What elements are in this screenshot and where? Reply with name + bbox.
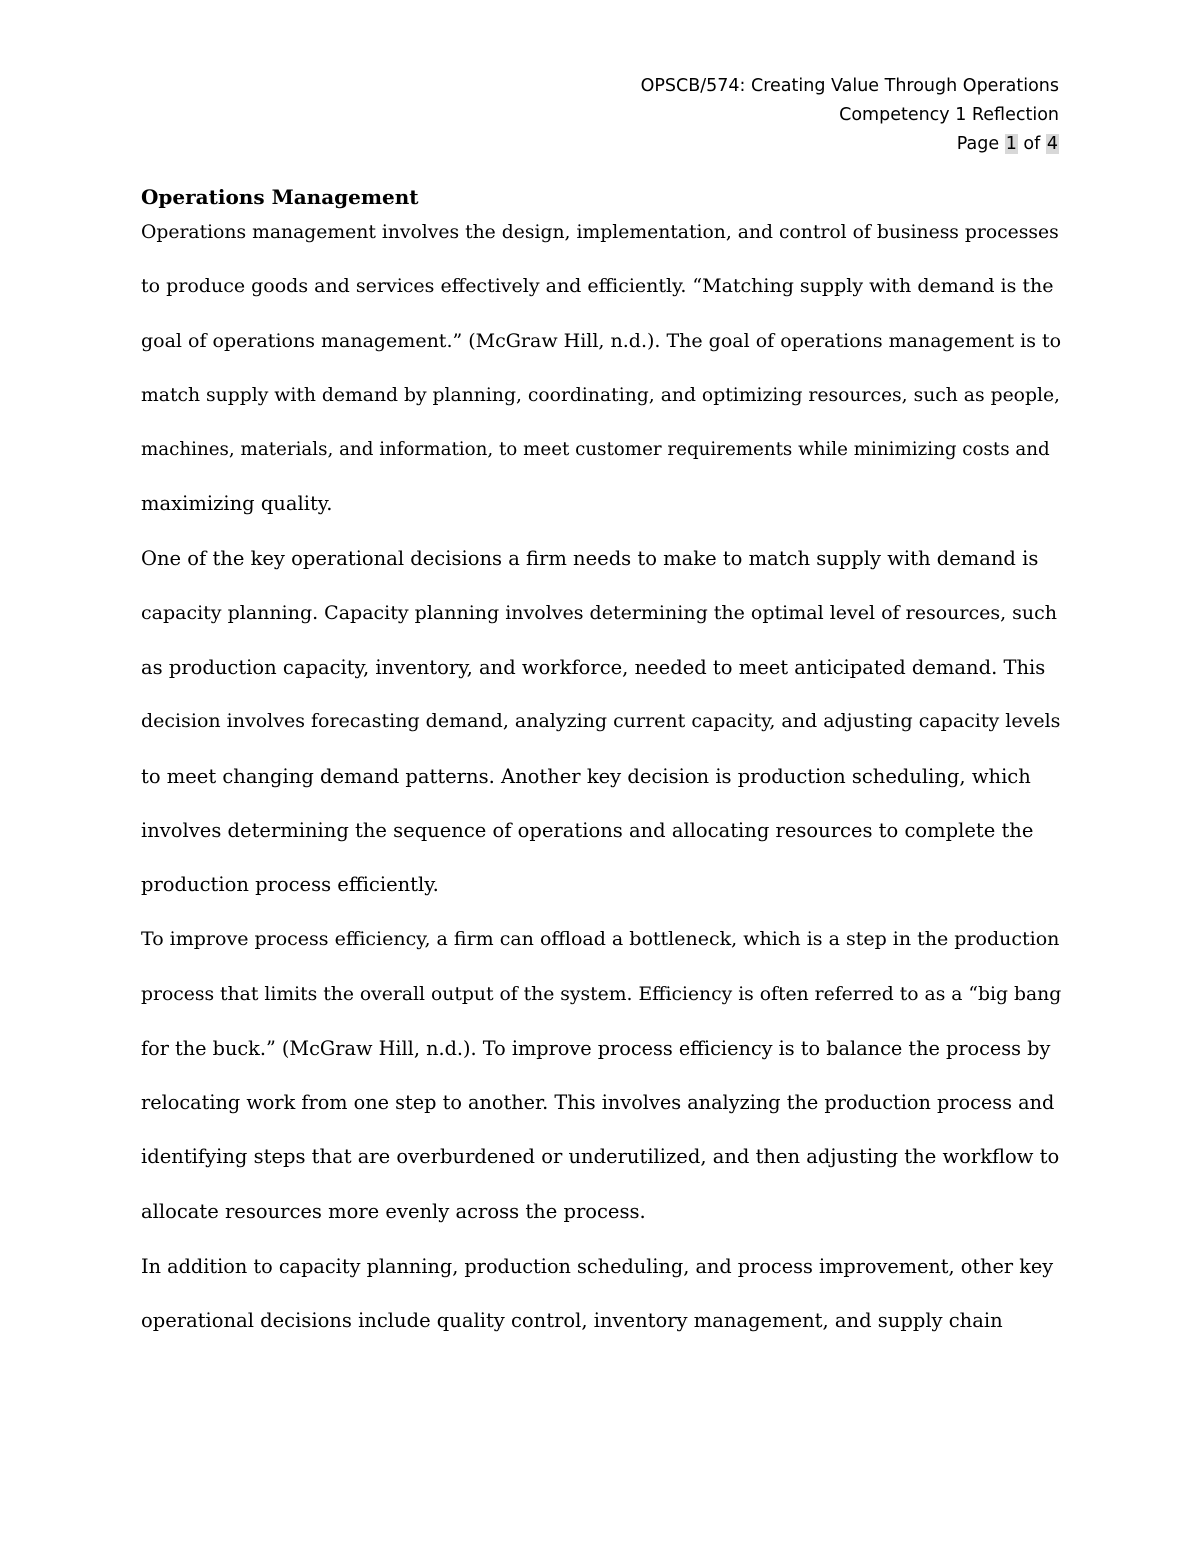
page-number: [641, 130, 1059, 159]
page-header: [641, 72, 1059, 159]
text-line: In addition to capacity planning, production scheduling, and process improvement, other key: [141, 1254, 1054, 1278]
text-line: identifying steps that are overburdened or underutilized, and then adjusting the workflow to: [141, 1145, 1060, 1169]
paragraph-4: [141, 1253, 1061, 1348]
text-line: relocating work from one step to another. This involves analyzing the production process and: [141, 1091, 1055, 1115]
page-total: 4: [1046, 134, 1058, 154]
text-line: goal of operations management.” (McGraw Hill, n.d.). The goal of operations management is to: [141, 329, 1062, 352]
text-line: machines, materials, and information, to meet customer requirements while minimizing costs and: [141, 439, 1050, 461]
text-line: process that limits the overall output of the system. Efficiency is often referred to as a “big bang: [141, 983, 1062, 1005]
page-current: 1: [1005, 134, 1017, 154]
text-line: allocate resources more evenly across the process.: [141, 1199, 646, 1223]
text-line: as production capacity, inventory, and workforce, needed to meet anticipated demand. This: [141, 656, 1046, 680]
section-heading: Operations Management: [141, 185, 419, 209]
text-line: match supply with demand by planning, coordinating, and optimizing resources, such as people,: [141, 384, 1061, 406]
text-line: capacity planning. Capacity planning involves determining the optimal level of resources, such: [141, 601, 1058, 624]
text-line: to produce goods and services effectively and efficiently. “Matching supply with demand is the: [141, 275, 1054, 298]
paragraph-3: [141, 926, 1061, 1238]
text-line: production process efficiently.: [141, 873, 439, 897]
text-line: To improve process efficiency, a firm can offload a bottleneck, which is a step in the production: [141, 928, 1060, 951]
text-line: decision involves forecasting demand, analyzing current capacity, and adjusting capacity levels: [141, 710, 1061, 733]
text-line: for the buck.” (McGraw Hill, n.d.). To improve process efficiency is to balance the process by: [141, 1036, 1051, 1060]
text-line: to meet changing demand patterns. Another key decision is production scheduling, which: [141, 764, 1031, 788]
text-line: One of the key operational decisions a firm needs to make to match supply with demand is: [141, 547, 1039, 571]
page-of: of: [1017, 134, 1046, 154]
text-line: Operations management involves the design, implementation, and control of business processes: [141, 222, 1059, 243]
page-prefix: Page: [956, 134, 1005, 154]
paragraph-1: [141, 219, 1061, 531]
assignment-subtitle: Competency 1 Reflection: [839, 105, 1059, 125]
text-line: involves determining the sequence of operations and allocating resources to complete the: [141, 818, 1034, 842]
paragraph-2: [141, 545, 1061, 912]
text-line: maximizing quality.: [141, 492, 333, 516]
course-title: OPSCB/574: Creating Value Through Operations: [640, 76, 1059, 96]
text-line: operational decisions include quality control, inventory management, and supply chain: [141, 1309, 1003, 1333]
document-body: [141, 182, 1061, 1362]
